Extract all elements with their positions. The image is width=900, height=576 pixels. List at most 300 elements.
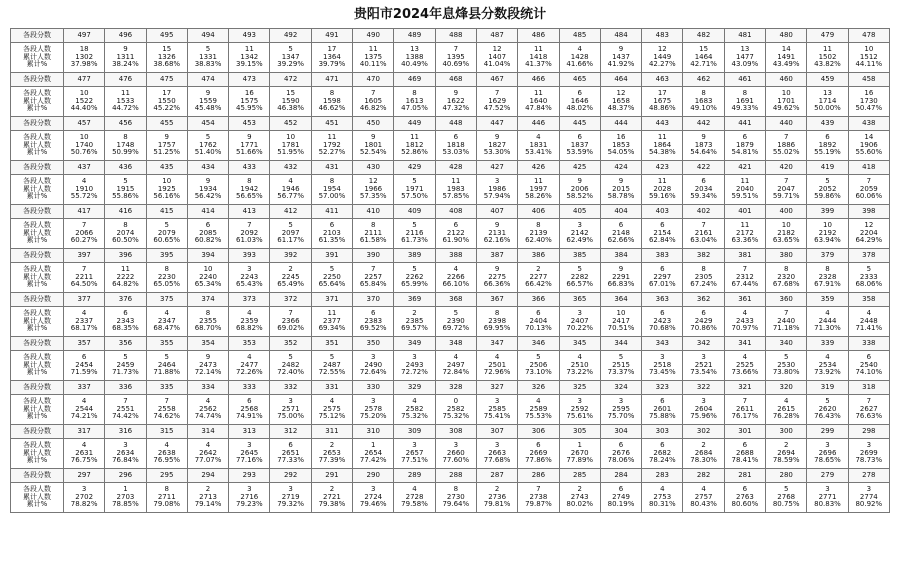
score-cell: 353 [229,337,270,351]
score-cell: 455 [146,117,187,131]
stats-cell [353,219,394,249]
score-cell: 492 [270,29,311,43]
score-cell: 452 [270,117,311,131]
percent-value: 76.17% [731,412,759,421]
percent-value: 39.15% [235,60,263,69]
cumulative-value: 2257 [364,272,383,281]
count-value: 6 [660,441,665,450]
stats-cell [64,175,105,205]
count-value: 5 [205,133,211,142]
count-value: 5 [618,353,624,362]
score-cell: 451 [311,117,352,131]
count-value: 4 [288,177,293,186]
score-cell: 491 [311,29,352,43]
stats-cell [105,351,146,381]
stats-label [11,395,64,425]
cumulative-value: 1831 [529,140,548,149]
score-cell: 435 [146,161,187,175]
stats-cell [683,351,724,381]
stats-cell [724,351,765,381]
count-value: 3 [866,485,872,494]
count-value: 6 [825,133,830,142]
count-value: 4 [164,309,169,318]
count-value: 9 [164,133,169,142]
count-value: 5 [453,309,459,318]
stats-cell [64,263,105,293]
stats-cell [353,307,394,337]
stats-cell [476,483,517,513]
stats-cell [642,307,683,337]
count-value: 3 [825,441,830,450]
count-value: 1 [370,441,376,450]
stats-cell [311,483,352,513]
stats-cell [187,483,228,513]
count-value: 11 [533,89,543,98]
score-cell: 350 [353,337,394,351]
stats-cell [311,219,352,249]
score-cell: 406 [518,205,559,219]
count-value: 9 [453,89,459,98]
count-value: 6 [742,133,748,142]
stats-cell [600,395,641,425]
cumulative-value: 2730 [446,492,465,501]
count-value: 7 [288,309,293,318]
count-value: 8 [536,221,541,230]
count-value: 8 [783,265,789,274]
percent-value: 50.76% [70,148,98,157]
cumulative-value: 2768 [777,492,796,501]
count-value: 4 [742,309,748,318]
stats-cell [807,131,848,161]
stats-cell [64,483,105,513]
stats-cell [518,219,559,249]
cumulative-value: 2366 [281,316,300,325]
stats-cell [229,439,270,469]
count-value: 11 [823,45,832,54]
percent-value: 68.82% [235,324,263,333]
cumulative-value: 2034 [694,184,713,193]
percent-label: 累计% [26,236,48,245]
score-cell: 387 [476,249,517,263]
score-cell: 476 [105,73,146,87]
stats-cell [435,43,476,73]
cumulative-value: 2534 [818,360,837,369]
percent-value: 69.57% [401,324,428,333]
count-value: 3 [494,177,500,186]
score-cell: 471 [311,73,352,87]
count-value: 11 [657,177,667,186]
score-cell: 378 [848,249,889,263]
cumulative-value: 1311 [116,52,135,61]
stats-cell [724,395,765,425]
stats-cell [518,307,559,337]
percent-value: 49.33% [731,104,759,113]
score-cell: 441 [724,117,765,131]
score-cell: 407 [476,205,517,219]
stats-cell [270,483,311,513]
percent-value: 55.86% [112,192,139,201]
count-value: 14 [864,133,874,142]
stats-cell [642,395,683,425]
count-value: 6 [247,397,252,406]
percent-value: 73.66% [731,368,759,377]
cumulative-value: 1613 [405,96,424,105]
stats-cell [187,307,228,337]
stats-cell [229,175,270,205]
stats-cell [270,351,311,381]
percent-value: 76.28% [772,412,800,421]
count-value: 3 [412,353,417,362]
score-cell: 296 [105,469,146,483]
score-cell: 365 [559,293,600,307]
cumulative-value: 1364 [323,52,341,61]
score-cell: 379 [807,249,848,263]
percent-value: 44.11% [855,60,883,69]
score-distribution-table [10,28,890,513]
stats-cell [270,307,311,337]
score-cell: 308 [435,425,476,439]
percent-value: 77.42% [359,456,387,465]
count-value: 2 [783,441,789,450]
stats-cell [766,307,807,337]
cumulative-value: 2131 [488,228,507,237]
stats-cell [600,131,641,161]
cumulative-value: 2230 [157,272,176,281]
stats-cell [270,43,311,73]
score-cell: 384 [600,249,641,263]
count-value: 8 [453,485,459,494]
count-value: 11 [410,133,419,142]
percent-value: 71.18% [772,324,800,333]
count-value: 9 [123,45,128,54]
score-label: 各段分数 [11,29,64,43]
score-cell: 418 [848,161,889,175]
score-header-row [11,425,890,439]
cumulative-value: 2243 [240,272,259,281]
percent-value: 79.23% [235,500,263,509]
score-cell: 299 [807,425,848,439]
count-value: 17 [657,89,667,98]
percent-value: 73.45% [648,368,676,377]
cumulative-value: 2497 [446,360,465,369]
stats-cell [766,439,807,469]
percent-value: 61.35% [318,236,346,245]
cumulative-value: 1326 [157,52,176,61]
stats-cell [476,175,517,205]
cumulative-value: 1395 [446,52,465,61]
count-label: 各段人数 [23,177,51,186]
count-value: 11 [740,221,750,230]
cumulative-value: 2245 [281,272,300,281]
count-value: 4 [453,265,459,274]
percent-value: 77.33% [277,456,304,465]
percent-value: 38.68% [153,60,181,69]
count-value: 3 [866,441,872,450]
percent-value: 66.83% [607,280,635,289]
stats-cell [683,43,724,73]
stats-cell [270,263,311,293]
score-header-row [11,249,890,263]
stats-cell [848,307,889,337]
score-cell: 430 [353,161,394,175]
percent-value: 54.81% [731,148,759,157]
score-cell: 447 [476,117,517,131]
count-value: 3 [81,485,87,494]
score-cell: 359 [807,293,848,307]
score-cell: 398 [848,205,889,219]
stats-cell [848,43,889,73]
count-value: 6 [701,309,706,318]
count-value: 5 [866,265,872,274]
count-value: 2 [536,265,541,274]
cumulative-value: 1971 [405,184,424,193]
score-cell: 298 [848,425,889,439]
cumulative-value: 2079 [157,228,176,237]
cumulative-value: 2291 [612,272,630,281]
cumulative-value: 1925 [157,184,176,193]
score-cell: 428 [435,161,476,175]
percent-value: 66.42% [525,280,552,289]
percent-value: 42.27% [648,60,676,69]
count-label: 各段人数 [23,353,51,362]
stats-cell [724,263,765,293]
percent-value: 72.96% [483,368,511,377]
percent-value: 66.57% [566,280,594,289]
cumulative-value: 2066 [75,228,94,237]
stats-cell [600,351,641,381]
count-value: 7 [783,177,789,186]
score-cell: 479 [807,29,848,43]
count-value: 6 [660,221,665,230]
stats-cell [311,131,352,161]
score-cell: 401 [724,205,765,219]
percent-value: 56.42% [194,192,222,201]
cumulative-value: 2571 [281,404,300,413]
stats-cell [683,131,724,161]
percent-value: 75.70% [607,412,635,421]
stats-cell [187,219,228,249]
cumulative-value: 2482 [281,360,300,369]
count-label: 各段人数 [23,309,51,318]
percent-value: 65.34% [194,280,222,289]
percent-value: 66.36% [483,280,511,289]
percent-value: 74.91% [235,412,263,421]
stats-cell [105,175,146,205]
stats-cell [270,439,311,469]
score-cell: 495 [146,29,187,43]
percent-value: 80.02% [566,500,594,509]
percent-value: 60.82% [194,236,222,245]
percent-value: 48.86% [648,104,676,113]
cumulative-value: 1983 [446,184,465,193]
cumulative-value: 2676 [612,448,630,457]
cumulative-value: 1879 [735,140,754,149]
score-cell: 454 [187,117,228,131]
cumulative-value: 1683 [694,96,713,105]
percent-value: 65.64% [318,280,346,289]
stats-cell [187,175,228,205]
percent-value: 59.34% [690,192,717,201]
count-value: 7 [783,309,789,318]
count-value: 9 [494,265,500,274]
cumulative-value: 2501 [488,360,507,369]
score-cell: 390 [353,249,394,263]
percent-value: 80.60% [731,500,759,509]
count-value: 9 [494,133,500,142]
percent-value: 70.13% [525,324,552,333]
stats-row [11,351,890,381]
count-value: 6 [660,265,665,274]
stats-cell [311,87,352,117]
score-cell: 424 [600,161,641,175]
stats-cell [766,43,807,73]
score-cell: 375 [146,293,187,307]
stats-row [11,43,890,73]
percent-value: 62.49% [566,236,594,245]
cumulative-value: 1714 [818,96,837,105]
count-label: 各段人数 [23,45,51,54]
count-value: 9 [494,221,500,230]
score-cell: 311 [311,425,352,439]
cumulative-value: 2638 [157,448,176,457]
count-value: 7 [370,265,376,274]
score-cell: 432 [270,161,311,175]
percent-value: 46.82% [359,104,387,113]
score-cell: 301 [724,425,765,439]
stats-cell [146,351,187,381]
cumulative-value: 1646 [570,96,589,105]
score-cell: 444 [600,117,641,131]
cumulative-value: 2728 [405,492,424,501]
percent-value: 75.00% [277,412,304,421]
count-value: 9 [618,265,624,274]
cumulative-value: 2337 [75,316,94,325]
count-value: 4 [81,309,87,318]
percent-label: 累计% [26,368,48,377]
stats-cell [435,351,476,381]
cumulative-value: 2694 [777,448,796,457]
score-cell: 323 [642,381,683,395]
count-value: 5 [536,353,541,362]
score-cell: 382 [683,249,724,263]
percent-value: 78.73% [855,456,883,465]
percent-value: 72.26% [235,368,263,377]
count-value: 9 [370,133,376,142]
cumulative-value: 2682 [653,448,672,457]
percent-value: 72.64% [359,368,387,377]
percent-value: 69.34% [318,324,346,333]
stats-cell [394,439,435,469]
count-value: 17 [327,45,337,54]
stats-cell [683,219,724,249]
count-value: 4 [660,485,665,494]
percent-value: 75.61% [566,412,594,421]
stats-cell [848,131,889,161]
cumulative-value: 2277 [529,272,548,281]
stats-cell [559,43,600,73]
count-value: 7 [536,485,541,494]
percent-value: 80.31% [648,500,676,509]
stats-cell [146,219,187,249]
stats-cell [724,307,765,337]
percent-value: 65.49% [277,280,304,289]
count-value: 4 [866,309,872,318]
stats-cell [848,87,889,117]
stats-cell [559,87,600,117]
score-cell: 279 [807,469,848,483]
cumulative-value: 2696 [818,448,837,457]
count-value: 3 [701,397,706,406]
score-cell: 436 [105,161,146,175]
percent-value: 47.84% [525,104,552,113]
cumulative-value: 2719 [281,492,300,501]
cumulative-value: 2383 [364,316,383,325]
stats-cell [476,439,517,469]
percent-value: 67.24% [690,280,717,289]
percent-value: 76.95% [153,456,181,465]
percent-label: 累计% [26,148,48,157]
percent-value: 63.65% [772,236,800,245]
cumulative-value: 2262 [405,272,424,281]
cumulative-value: 2211 [75,272,94,281]
score-cell: 319 [807,381,848,395]
score-label: 各段分数 [11,337,64,351]
count-value: 3 [825,485,830,494]
score-cell: 448 [435,117,476,131]
count-value: 11 [740,177,750,186]
percent-value: 80.83% [814,500,841,509]
cumulative-value: 1675 [653,96,672,105]
cumulative-label: 累计人数 [23,184,51,193]
cumulative-value: 1407 [488,52,507,61]
cumulative-value: 2657 [405,448,424,457]
score-cell: 473 [229,73,270,87]
percent-label: 累计% [26,280,48,289]
stats-cell [642,131,683,161]
score-cell: 352 [270,337,311,351]
count-value: 3 [453,441,459,450]
stats-cell [518,483,559,513]
count-value: 4 [742,353,748,362]
percent-value: 79.46% [359,500,387,509]
score-cell: 344 [600,337,641,351]
score-cell: 303 [642,425,683,439]
cumulative-value: 1605 [364,96,383,105]
count-value: 8 [205,309,211,318]
score-cell: 281 [724,469,765,483]
cumulative-value: 1864 [653,140,672,149]
count-value: 12 [864,221,874,230]
percent-value: 71.88% [153,368,181,377]
count-value: 8 [825,265,830,274]
stats-row [11,263,890,293]
percent-value: 76.43% [814,412,841,421]
stats-cell [146,131,187,161]
stats-cell [105,483,146,513]
score-cell: 307 [476,425,517,439]
score-cell: 468 [435,73,476,87]
cumulative-value: 1449 [653,52,672,61]
stats-cell [435,395,476,425]
count-value: 9 [205,89,211,98]
stats-cell [353,395,394,425]
cumulative-value: 2595 [612,404,630,413]
cumulative-value: 2510 [570,360,589,369]
cumulative-value: 2312 [735,272,754,281]
count-value: 15 [699,45,709,54]
stats-cell [435,439,476,469]
score-cell: 284 [600,469,641,483]
